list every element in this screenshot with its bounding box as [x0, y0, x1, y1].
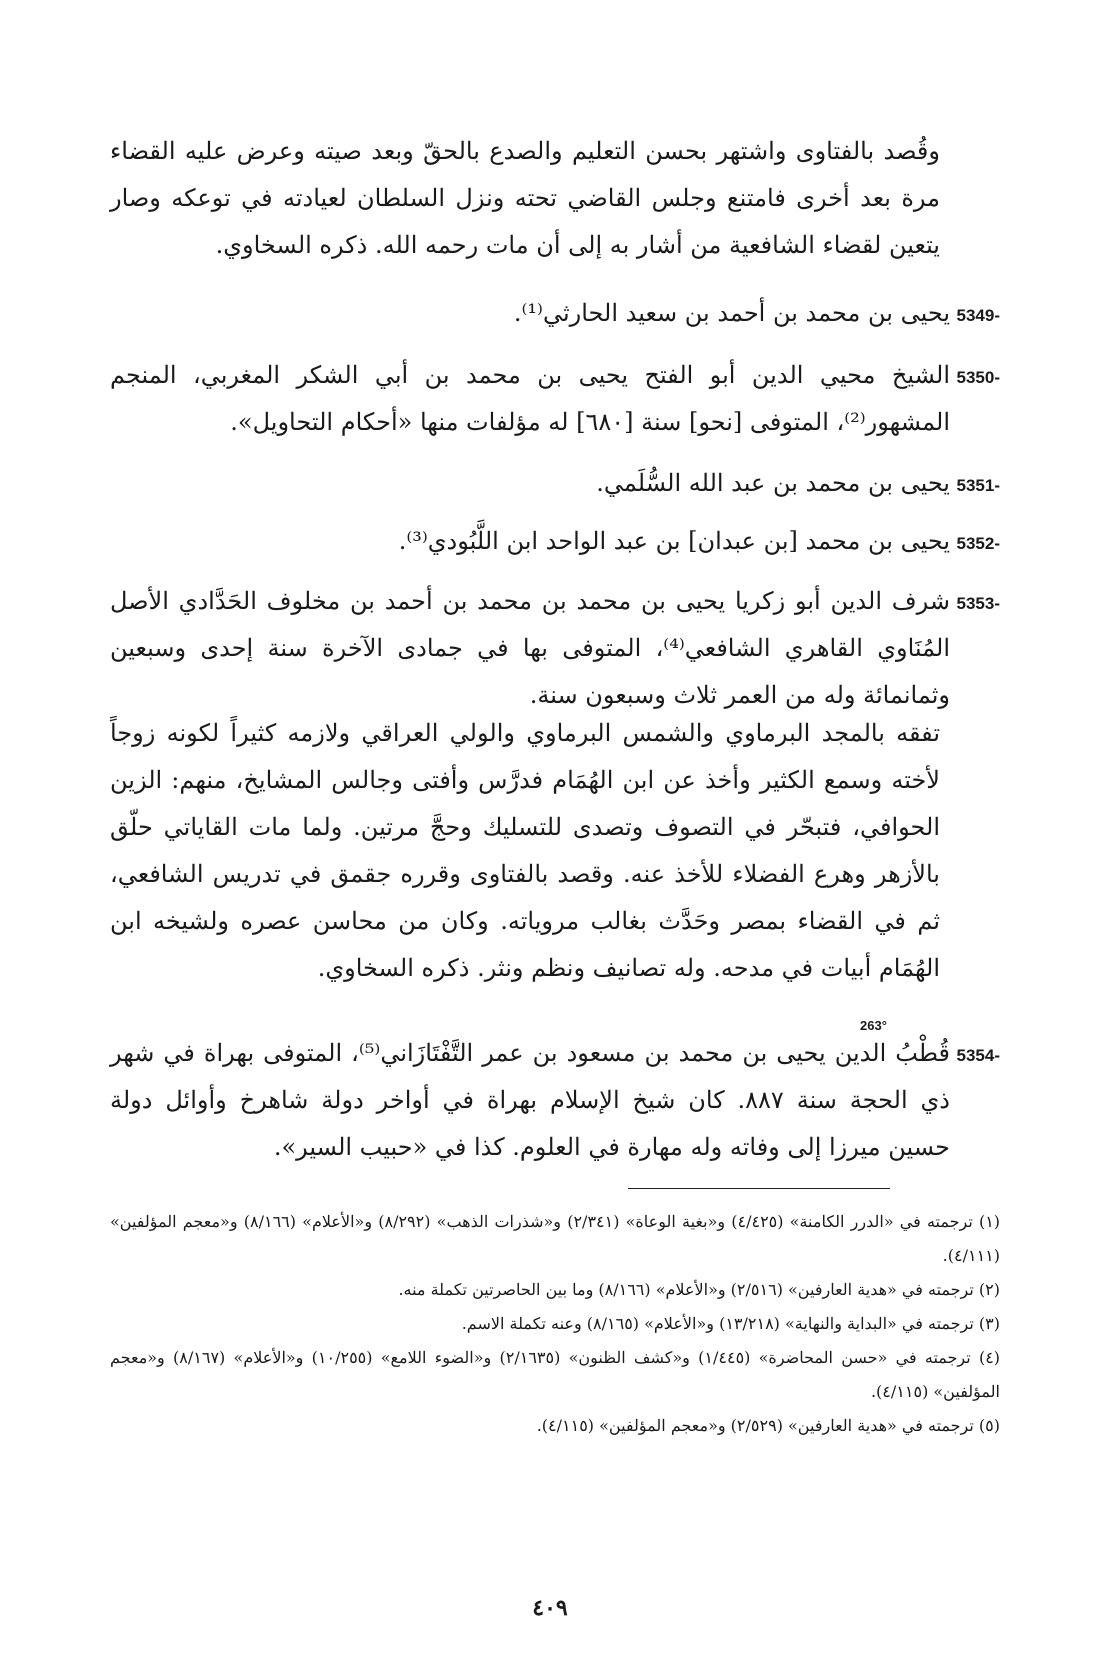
entry-number: 5349- — [956, 306, 1000, 325]
entry-5350 — [110, 352, 1000, 446]
footnote-2: (٢) ترجمته في «هدية العارفين» (٢/٥١٦) و«الأعلام» (٨/١٦٦) وما بين الحاصرتين تكملة منه. — [398, 1280, 1000, 1299]
entry-5349 — [110, 290, 1000, 339]
footnote-5: (٥) ترجمته في «هدية العارفين» (٢/٥٢٩) و«معجم المؤلفين» (٤/١١٥). — [536, 1416, 1000, 1435]
entry-text: يحيى بن محمد بن أحمد بن سعيد الحارثي⁽¹⁾. — [513, 299, 950, 327]
entry-5353 — [110, 578, 1000, 719]
footnote-3: (٣) ترجمته في «البداية والنهاية» (١٣/٢١٨) و«الأعلام» (٨/١٦٥) وعنه تكملة الاسم. — [461, 1314, 1000, 1333]
entry-number: 5353- — [956, 594, 1000, 613]
entry-text: الشيخ محيي الدين أبو الفتح يحيى بن محمد بن أبي الشكر المغربي، المنجم المشهور⁽²⁾، المتوفى [نحو] سنة [٦٨٠] له مؤلفات منها «أحكام التحاويل». — [110, 361, 950, 436]
entry-text: شرف الدين أبو زكريا يحيى بن محمد بن محمد بن أحمد بن مخلوف الحَدَّادي الأصل المُنَاوي القاهري الشافعي⁽⁴⁾، المتوفى بها في جمادى الآخرة سنة إحدى وسبعين وثمانمائة وله من العمر ثلاث وسبعون سنة. — [110, 587, 951, 709]
footnote-4: (٤) ترجمته في «حسن المحاضرة» (١/٤٤٥) و«كشف الظنون» (٢/١٦٣٥) و«الضوء اللامع» (١٠/٢٥٥) و«الأعلام» (٨/١٦٧) و«معجم المؤلفين» (٤/١١٥). — [110, 1348, 1001, 1401]
page-number: ٤٠٩ — [532, 1595, 568, 1621]
entry-5353-biography: تفقه بالمجد البرماوي والشمس البرماوي والولي العراقي ولازمه كثيراً لكونه زوجاً لأخته وسمع الكثير وأخذ عن ابن الهُمَام فدرَّس وأفتى وجالس المشايخ، منهم: الزين الحوافي، فتبحّر في التصوف وتصدى للتسليك وحجَّ مرتين. ولما مات القاياتي حلّق بالأزهر وهرع الفضلاء للأخذ عنه. وقصد بالفتاوى وقرره جقمق في تدريس الشافعي، ثم في القضاء بمصر وحَدَّث بغالب مروياته. وكان من محاسن عصره ولشيخه ابن الهُمَام أبيات في مدحه. وله تصانيف ونظم ونثر. ذكره السخاوي. — [110, 719, 940, 982]
entry-5351 — [110, 460, 1000, 509]
footnote-1: (١) ترجمته في «الدرر الكامنة» (٤/٤٢٥) و«بغية الوعاة» (٢/٣٤١) و«شذرات الذهب» (٨/٢٩٢) و«الأعلام» (٨/١٦٦) و«معجم المؤلفين» (٤/١١١). — [110, 1212, 1001, 1265]
entry-number: 5350- — [956, 368, 1000, 387]
entry-5354 — [110, 1030, 1000, 1171]
entry-number: 5354- — [956, 1046, 1000, 1065]
entry-text: يحيى بن محمد [بن عبدان] بن عبد الواحد ابن اللَّبُودي⁽³⁾. — [398, 527, 950, 555]
entry-number: 5351- — [956, 476, 1000, 495]
entry-text: قُطْبُ الدين يحيى بن محمد بن مسعود بن عمر التَّفْتَازَاني⁽⁵⁾، المتوفى بهراة في شهر ذي الحجة سنة ٨٨٧. كان شيخ الإسلام بهراة في أواخر دولة شاهرخ وأوائل دولة حسين ميرزا إلى وفاته وله مهارة في العلوم. كذا في «حبيب السير». — [110, 1039, 951, 1161]
entry-text: يحيى بن محمد بن عبد الله السُّلَمي. — [596, 469, 950, 497]
footnote-separator — [628, 1188, 890, 1189]
entry-5352 — [110, 518, 1000, 567]
page-marker: 263° — [860, 1018, 887, 1033]
continued-paragraph: وقُصد بالفتاوى واشتهر بحسن التعليم والصدع بالحقّ وبعد صيته وعرض عليه القضاء مرة بعد أخرى فامتنع وجلس القاضي تحته ونزل السلطان لعيادته في توعكه وصار يتعين لقضاء الشافعية من أشار به إلى أن مات رحمه الله. ذكره السخاوي. — [110, 137, 940, 259]
entry-number: 5352- — [956, 534, 1000, 553]
footnotes — [110, 1205, 1000, 1443]
